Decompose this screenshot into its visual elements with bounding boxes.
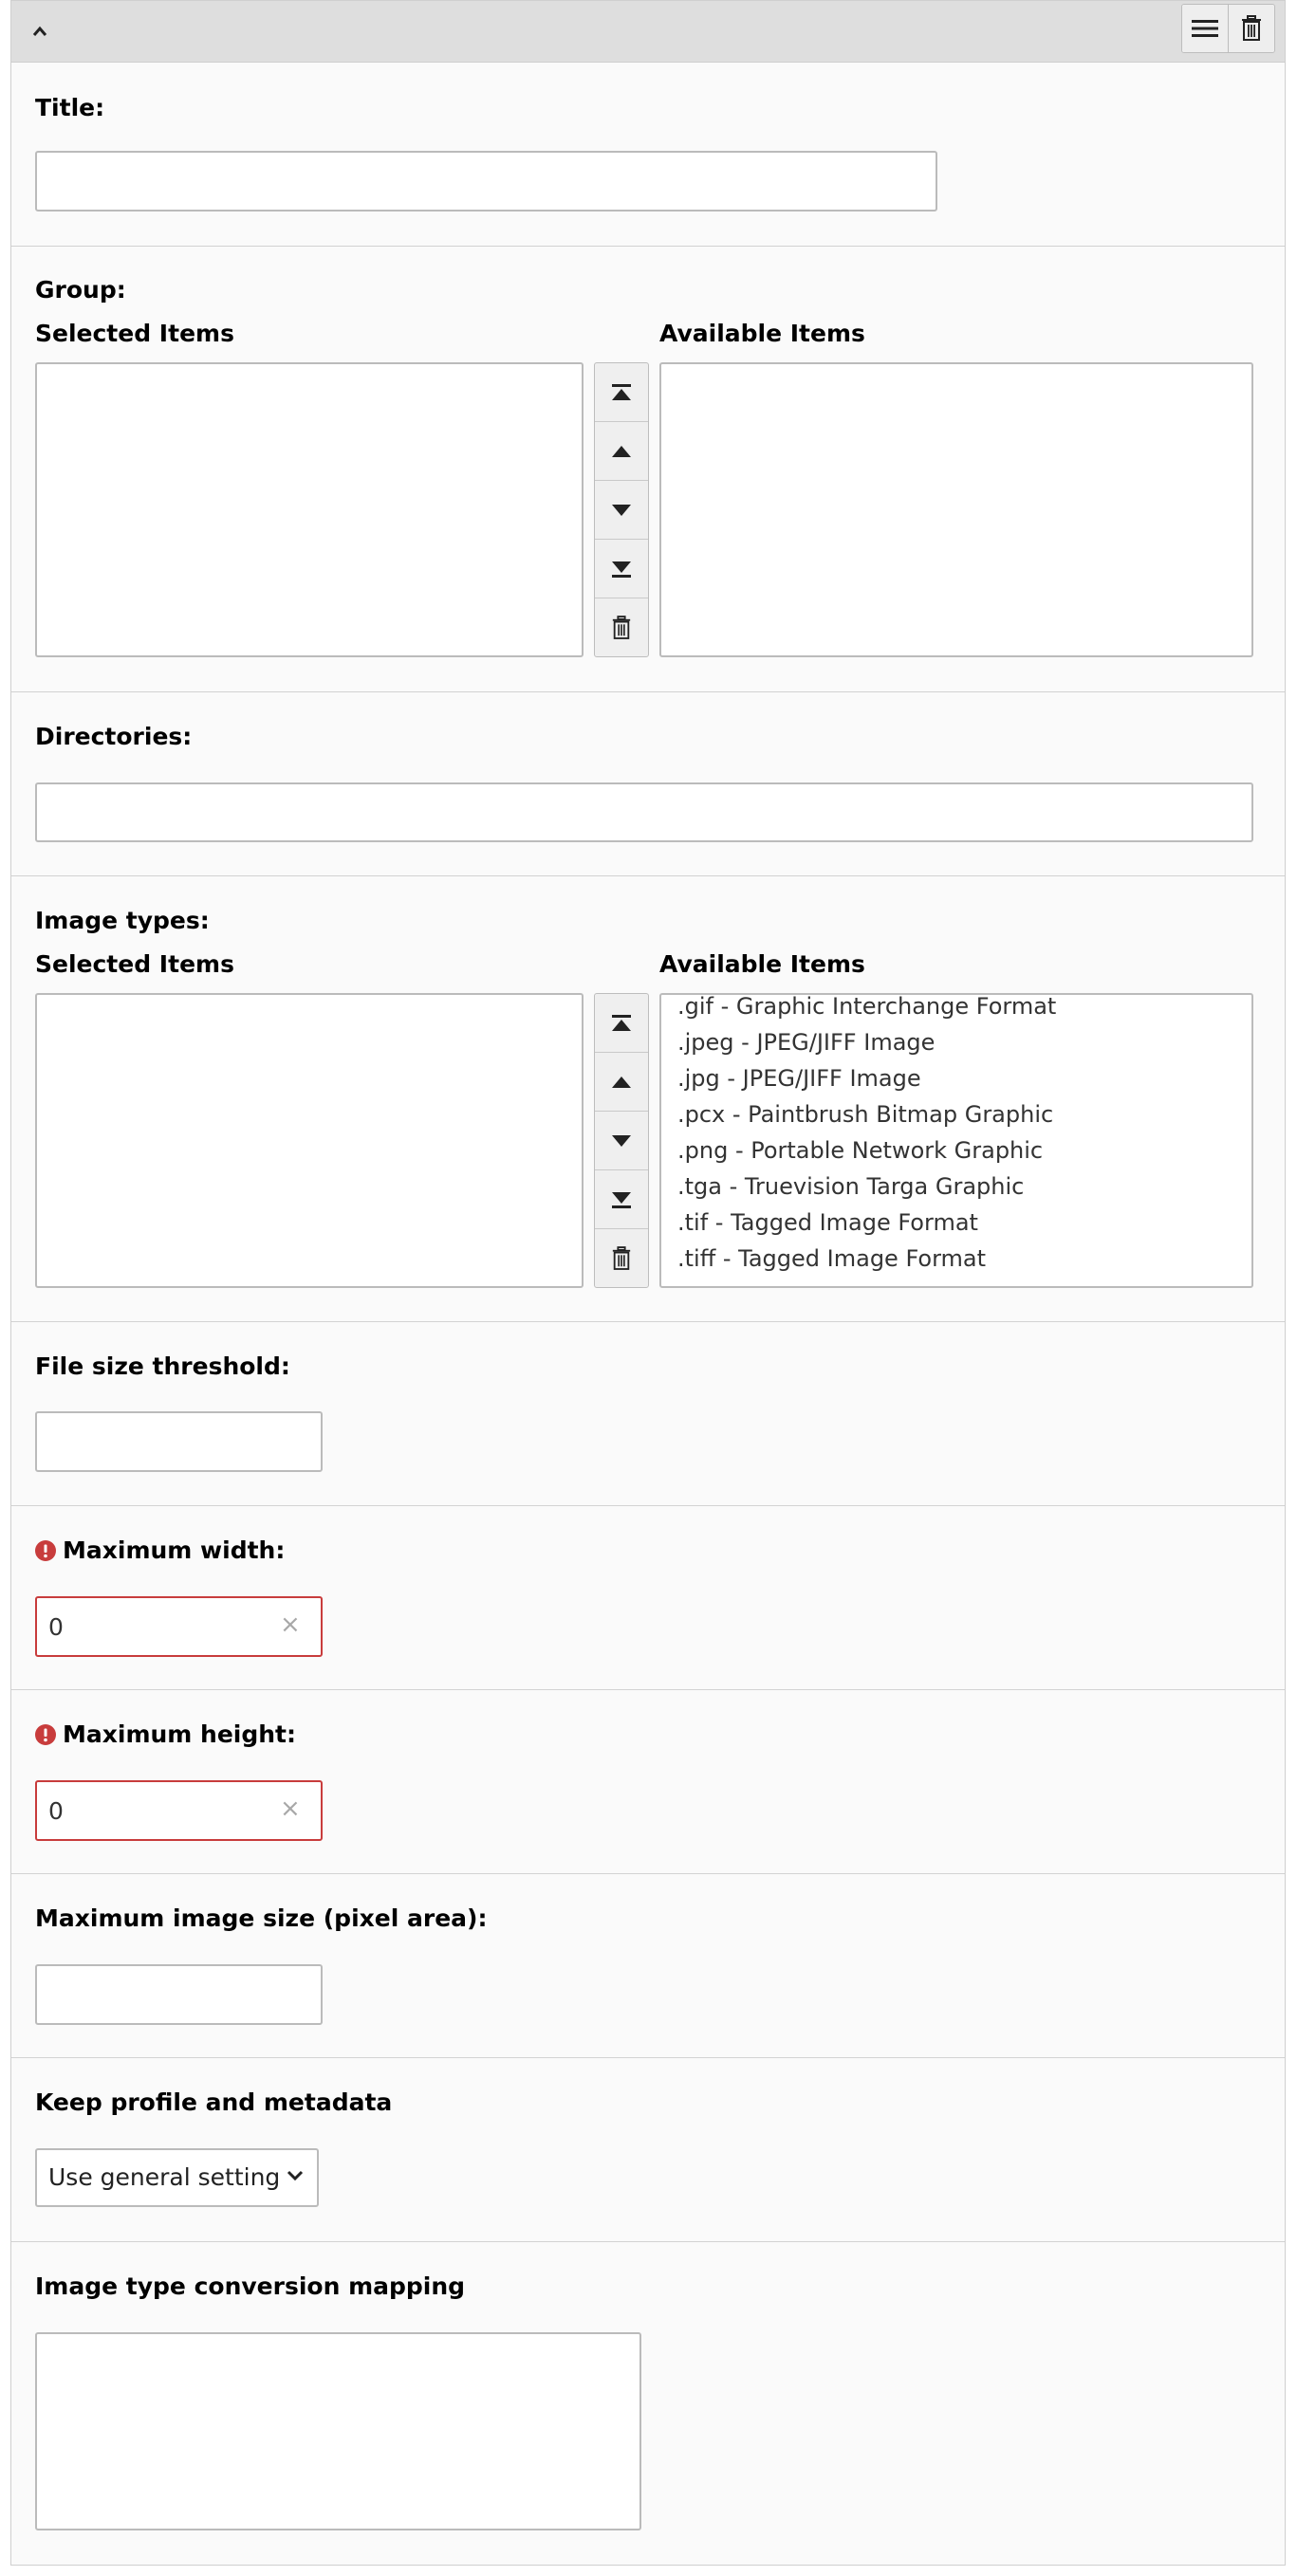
list-item[interactable]: .tiff - Tagged Image Format xyxy=(677,1245,987,1272)
field-max-width xyxy=(11,1506,1285,1690)
chevron-up-icon xyxy=(32,26,47,37)
image-types-selected-label: Selected Items xyxy=(35,950,234,978)
move-to-bottom-button[interactable] xyxy=(595,1169,648,1228)
field-group xyxy=(11,247,1285,692)
field-file-size-threshold xyxy=(11,1322,1285,1506)
group-available-label: Available Items xyxy=(659,320,865,347)
file-size-threshold-label: File size threshold: xyxy=(35,1352,290,1380)
remove-button[interactable] xyxy=(595,598,648,656)
file-size-threshold-input[interactable] xyxy=(35,1411,323,1472)
list-item[interactable]: .pcx - Paintbrush Bitmap Graphic xyxy=(677,1101,1054,1128)
move-up-icon xyxy=(612,445,631,458)
keep-profile-select[interactable] xyxy=(35,2148,319,2207)
image-types-available-label: Available Items xyxy=(659,950,865,978)
conversion-mapping-label: Image type conversion mapping xyxy=(35,2272,466,2300)
move-down-icon xyxy=(612,504,631,517)
group-selected-label: Selected Items xyxy=(35,320,234,347)
chevron-down-icon xyxy=(287,2170,304,2181)
field-title xyxy=(11,63,1285,247)
hamburger-icon xyxy=(1192,19,1218,38)
title-label: Title: xyxy=(35,94,105,121)
trash-icon xyxy=(1240,15,1263,42)
move-to-top-button[interactable] xyxy=(595,363,648,421)
field-conversion-mapping xyxy=(11,2242,1285,2567)
sort-handle-button[interactable] xyxy=(1182,5,1228,52)
conversion-mapping-textarea[interactable] xyxy=(35,2332,641,2530)
panel-header xyxy=(11,1,1285,63)
move-to-bottom-icon xyxy=(612,561,631,578)
keep-profile-label: Keep profile and metadata xyxy=(35,2088,393,2116)
directories-label: Directories: xyxy=(35,723,193,750)
error-icon xyxy=(35,1724,56,1745)
group-label: Group: xyxy=(35,276,126,304)
field-image-types xyxy=(11,876,1285,1322)
max-width-label: Maximum width: xyxy=(63,1536,286,1564)
move-down-button[interactable] xyxy=(595,480,648,539)
clear-icon[interactable]: × xyxy=(280,1794,301,1823)
move-up-button[interactable] xyxy=(595,421,648,480)
field-keep-profile xyxy=(11,2058,1285,2242)
list-item[interactable]: .gif - Graphic Interchange Format xyxy=(677,993,1057,1020)
max-image-size-label: Maximum image size (pixel area): xyxy=(35,1904,488,1932)
record-panel xyxy=(10,0,1286,2566)
group-mover-controls xyxy=(594,362,649,657)
move-up-icon xyxy=(612,1076,631,1089)
title-input[interactable] xyxy=(35,151,937,212)
move-to-top-icon xyxy=(612,384,631,401)
move-to-top-icon xyxy=(612,1015,631,1032)
field-max-height xyxy=(11,1690,1285,1874)
image-types-label: Image types: xyxy=(35,907,210,934)
group-selected-list[interactable] xyxy=(35,362,584,657)
directories-input[interactable] xyxy=(35,782,1253,842)
group-available-list[interactable] xyxy=(659,362,1253,657)
header-actions xyxy=(1181,4,1275,53)
move-down-icon xyxy=(612,1134,631,1148)
keep-profile-selected-value: Use general setting xyxy=(48,2163,281,2191)
move-up-button[interactable] xyxy=(595,1052,648,1111)
remove-button[interactable] xyxy=(595,1228,648,1287)
field-directories xyxy=(11,692,1285,876)
max-image-size-input[interactable] xyxy=(35,1964,323,2025)
image-types-mover-controls xyxy=(594,993,649,1288)
image-types-selected-list[interactable] xyxy=(35,993,584,1288)
list-item[interactable]: .tga - Truevision Targa Graphic xyxy=(677,1173,1025,1200)
max-height-label: Maximum height: xyxy=(63,1720,297,1748)
move-to-top-button[interactable] xyxy=(595,994,648,1052)
error-icon xyxy=(35,1540,56,1561)
move-to-bottom-icon xyxy=(612,1191,631,1208)
clear-icon[interactable]: × xyxy=(280,1610,301,1639)
collapse-button[interactable] xyxy=(27,18,53,45)
move-to-bottom-button[interactable] xyxy=(595,539,648,598)
remove-icon xyxy=(611,616,632,640)
image-types-available-list[interactable] xyxy=(659,993,1253,1288)
list-item[interactable]: .tif - Tagged Image Format xyxy=(677,1209,978,1236)
remove-icon xyxy=(611,1246,632,1271)
list-item[interactable]: .jpg - JPEG/JIFF Image xyxy=(677,1065,921,1092)
field-max-image-size xyxy=(11,1874,1285,2058)
list-item[interactable]: .jpeg - JPEG/JIFF Image xyxy=(677,1029,936,1056)
move-down-button[interactable] xyxy=(595,1111,648,1169)
list-item[interactable]: .png - Portable Network Graphic xyxy=(677,1137,1044,1164)
delete-record-button[interactable] xyxy=(1228,5,1274,52)
